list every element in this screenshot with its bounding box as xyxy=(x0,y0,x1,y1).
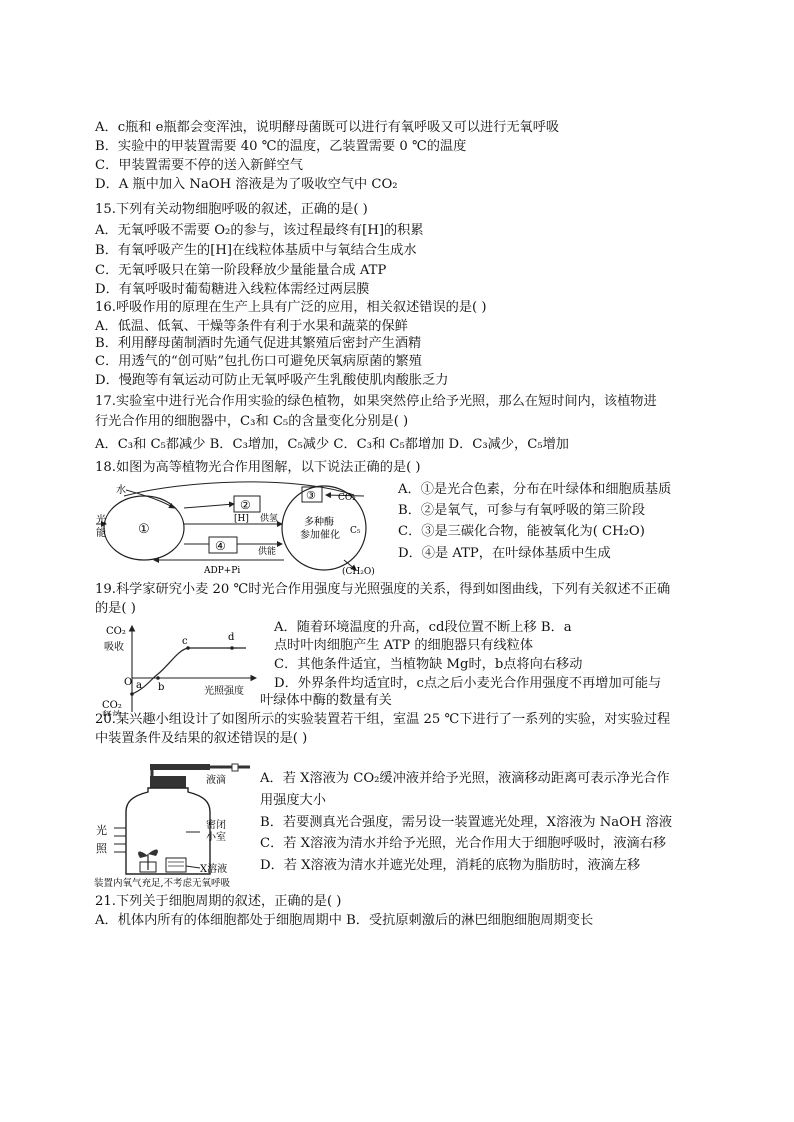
q15-option-c: C．无氧呼吸只在第一阶段释放少量能量合成 ATP xyxy=(95,263,387,278)
q16-option-c: C．用透气的“创可贴”包扎伤口可避免厌氧病原菌的繁殖 xyxy=(95,354,422,369)
q20-option-d: D．若 X溶液为清水并遮光处理，消耗的底物为脂肪时，液滴左移 xyxy=(260,858,641,873)
q17-stem-line2: 行光合作用的细胞器中，C₃和 C₅的含量变化分别是( ) xyxy=(95,414,409,429)
q18-option-d: D．④是 ATP，在叶绿体基质中生成 xyxy=(398,546,611,561)
q19-option-d-cont: 叶绿体中酶的数量有关 xyxy=(260,693,392,708)
graph-point-a: a xyxy=(136,680,142,691)
diagram-box-3: ③ xyxy=(306,489,316,502)
q14-option-b: B．实验中的甲装置需要 40 ℃的温度，乙装置需要 0 ℃的温度 xyxy=(95,139,467,154)
q16-option-b: B．利用酵母菌制酒时先通气促进其繁殖后密封产生酒精 xyxy=(95,336,422,351)
q16-option-a: A．低温、低氧、干燥等条件有利于水果和蔬菜的保鲜 xyxy=(95,319,408,334)
graph-ylabel-co2-lower: CO₂ xyxy=(102,700,122,711)
q21-stem: 21.下列关于细胞周期的叙述，正确的是( ) xyxy=(95,894,342,909)
graph-ylabel-co2: CO₂ xyxy=(106,626,126,637)
diagram-label-energy: 能 xyxy=(96,528,106,539)
q20-option-b: B．若要测真光合强度，需另设一装置遮光处理，X溶液为 NaOH 溶液 xyxy=(260,815,673,830)
diagram-label-water: 水 xyxy=(116,485,126,496)
q18-option-a: A．①是光合色素，分布在叶绿体和细胞质基质 xyxy=(398,482,672,497)
apparatus-label-sealed-1: 密闭 xyxy=(206,820,226,831)
q15-option-a: A．无氧呼吸不需要 O₂的参与，该过程最终有[H]的积累 xyxy=(95,223,424,238)
diagram-label-h: [H] xyxy=(234,514,249,524)
q19-option-a: A．随着环境温度的升高，cd段位置不断上移 B．a xyxy=(274,620,572,635)
q20-option-c: C．若 X溶液为清水并给予光照，光合作用大于细胞呼吸时，液滴右移 xyxy=(260,836,667,851)
q20-option-a-cont: 用强度大小 xyxy=(260,793,326,808)
apparatus-label-x-solution: X溶液 xyxy=(200,864,228,875)
diagram-label-light: 光 xyxy=(96,515,106,526)
q18-stem: 18.如图为高等植物光合作用图解，以下说法正确的是( ) xyxy=(95,460,421,475)
diagram-label-enzyme-1: 多种酶 xyxy=(304,517,334,528)
q20-stem-line1: 20.某兴趣小组设计了如图所示的实验装置若干组，室温 25 ℃下进行了一系列的实验，对实验过程 xyxy=(95,712,671,727)
apparatus-label-droplet: 液滴 xyxy=(206,775,226,786)
q20-option-a: A．若 X溶液为 CO₂缓冲液并给予光照，液滴移动距离可表示净光合作 xyxy=(260,771,670,786)
q16-option-d: D．慢跑等有氧运动可防止无氧呼吸产生乳酸使肌肉酸胀乏力 xyxy=(95,373,449,388)
q19-stem-line2: 的是( ) xyxy=(95,601,136,616)
q15-option-b: B．有氧呼吸产生的[H]在线粒体基质中与氧结合生成水 xyxy=(95,243,417,258)
q14-option-d: D．A 瓶中加入 NaOH 溶液是为了吸收空气中 CO₂ xyxy=(95,177,398,192)
graph-point-b: b xyxy=(158,682,165,693)
q19-option-c: C．其他条件适宜，当植物缺 Mg时，b点将向右移动 xyxy=(274,657,583,672)
apparatus-label-sealed-2: 小室 xyxy=(206,832,226,843)
q21-options-ab: A．机体内所有的体细胞都处于细胞周期中 B．受抗原刺激后的淋巴细胞细胞周期变长 xyxy=(95,913,594,928)
q17-stem-line1: 17.实验室中进行光合作用实验的绿色植物，如果突然停止给予光照，那么在短时间内，该植物进 xyxy=(95,394,657,409)
graph-point-c: c xyxy=(182,636,188,647)
apparatus-label-light-2: 照 xyxy=(96,842,107,855)
q15-option-d: D．有氧呼吸时葡萄糖进入线粒体需经过两层膜 xyxy=(95,282,370,297)
sealed-chamber-apparatus xyxy=(92,762,262,890)
q14-option-a: A．c瓶和 e瓶都会变浑浊，说明酵母菌既可以进行有氧呼吸又可以进行无氧呼吸 xyxy=(95,120,560,135)
diagram-box-2: ② xyxy=(240,498,251,512)
q18-option-c: C．③是三碳化合物，能被氧化为( CH₂O) xyxy=(398,524,645,539)
apparatus-label-light-1: 光 xyxy=(96,824,107,837)
diagram-label-supply-energy: 供能 xyxy=(258,547,277,557)
q16-stem: 16.呼吸作用的原理在生产上具有广泛的应用，相关叙述错误的是( ) xyxy=(95,300,487,315)
diagram-label-ch2o: (CH₂O) xyxy=(342,567,375,576)
q19-option-d: D．外界条件均适宜时，c点之后小麦光合作用强度不再增加可能与 xyxy=(274,676,662,691)
diagram-label-c5: C₅ xyxy=(350,526,361,536)
q17-options: A．C₃和 C₅都减少 B．C₃增加，C₅减少 C．C₃和 C₅都增加 D．C₃减少，C₅增加 xyxy=(95,437,569,452)
q19-option-a-cont: 点时叶肉细胞产生 ATP 的细胞器只有线粒体 xyxy=(274,638,534,653)
diagram-label-co2: CO₂ xyxy=(338,493,356,503)
q20-stem-line2: 中装置条件及结果的叙述错误的是( ) xyxy=(95,731,308,746)
graph-origin: O xyxy=(124,677,133,688)
photosynthesis-diagram xyxy=(94,480,394,576)
q19-stem-line1: 19.科学家研究小麦 20 ℃时光合作用强度与光照强度的关系，得到如图曲线，下列有关叙述不正确 xyxy=(95,582,671,597)
apparatus-caption: 装置内氧气充足,不考虑无氧呼吸 xyxy=(94,878,231,889)
diagram-circle-1: ① xyxy=(138,522,150,537)
graph-ylabel-absorb: 吸收 xyxy=(104,642,124,653)
diagram-label-enzyme-2: 参加催化 xyxy=(300,530,340,541)
q18-option-b: B．②是氧气，可参与有氧呼吸的第三阶段 xyxy=(398,503,646,518)
q14-option-c: C．甲装置需要不停的送入新鲜空气 xyxy=(95,158,303,173)
graph-xlabel: 光照强度 xyxy=(204,686,244,697)
diagram-label-supply-hydrogen: 供氢 xyxy=(260,514,279,524)
q15-stem: 15.下列有关动物细胞呼吸的叙述，正确的是( ) xyxy=(95,202,368,217)
light-intensity-curve xyxy=(96,620,266,716)
diagram-label-adp: ADP+Pi xyxy=(204,566,241,576)
graph-point-d: d xyxy=(228,632,235,643)
diagram-box-4: ④ xyxy=(215,539,226,553)
